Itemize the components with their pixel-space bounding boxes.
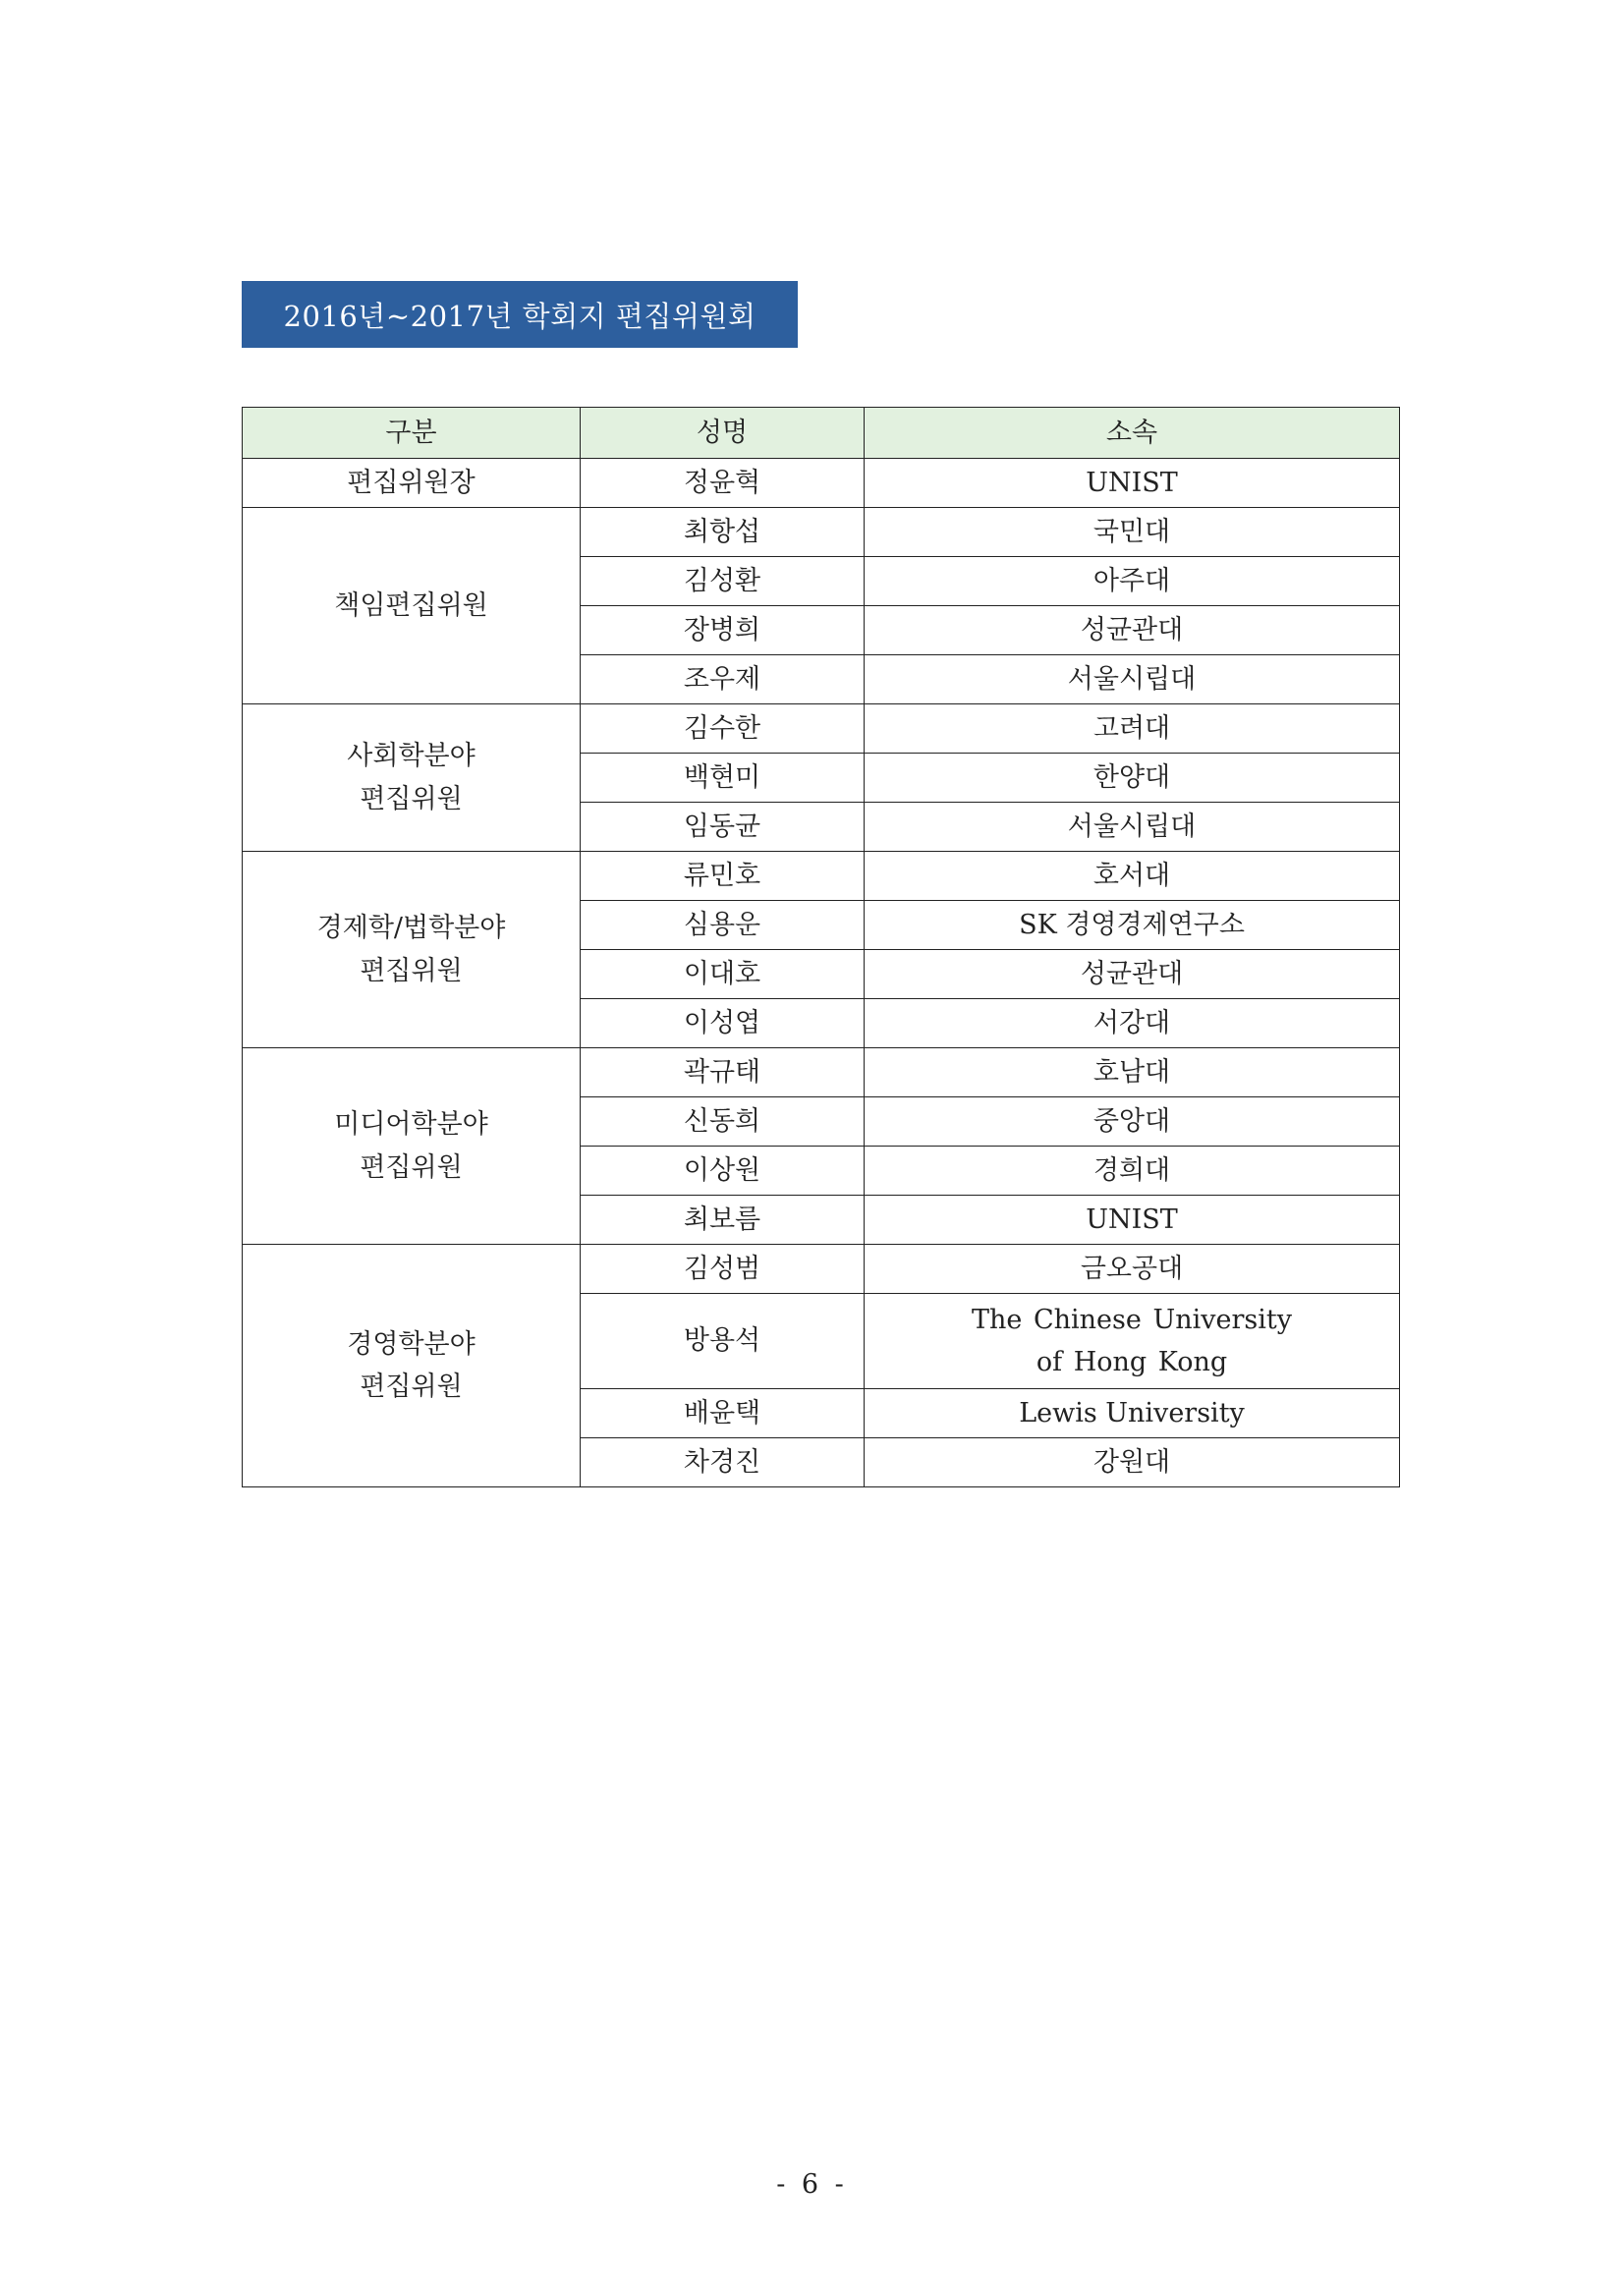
member-affiliation: 경희대 <box>865 1147 1400 1196</box>
member-affiliation: 국민대 <box>865 508 1400 557</box>
member-name: 최항섭 <box>581 508 865 557</box>
role-cell: 편집위원장 <box>243 459 581 508</box>
member-name: 최보름 <box>581 1196 865 1245</box>
member-name: 심용운 <box>581 901 865 950</box>
member-affiliation: UNIST <box>865 459 1400 508</box>
editorial-committee-table <box>242 407 1400 1487</box>
role-cell: 사회학분야 편집위원 <box>243 704 581 852</box>
member-name: 김성환 <box>581 557 865 606</box>
table-row <box>243 459 1400 508</box>
role-cell: 책임편집위원 <box>243 508 581 704</box>
role-cell: 경영학분야 편집위원 <box>243 1245 581 1487</box>
member-name: 신동희 <box>581 1097 865 1147</box>
member-affiliation: 중앙대 <box>865 1097 1400 1147</box>
table-row <box>243 1048 1400 1097</box>
member-affiliation: 호남대 <box>865 1048 1400 1097</box>
table-row <box>243 1245 1400 1294</box>
member-affiliation: 한양대 <box>865 754 1400 803</box>
member-name: 이대호 <box>581 950 865 999</box>
member-affiliation: SK 경영경제연구소 <box>865 901 1400 950</box>
member-name: 정윤혁 <box>581 459 865 508</box>
member-name: 임동균 <box>581 803 865 852</box>
member-affiliation: 서울시립대 <box>865 803 1400 852</box>
member-affiliation: 아주대 <box>865 557 1400 606</box>
member-name: 김수한 <box>581 704 865 754</box>
table-row <box>243 508 1400 557</box>
member-affiliation: 서울시립대 <box>865 655 1400 704</box>
member-affiliation: 서강대 <box>865 999 1400 1048</box>
page-number: - 6 - <box>776 2169 848 2200</box>
member-name: 류민호 <box>581 852 865 901</box>
role-cell: 미디어학분야 편집위원 <box>243 1048 581 1245</box>
member-name: 장병희 <box>581 606 865 655</box>
table-row <box>243 704 1400 754</box>
member-affiliation: 성균관대 <box>865 606 1400 655</box>
role-cell: 경제학/법학분야 편집위원 <box>243 852 581 1048</box>
member-name: 조우제 <box>581 655 865 704</box>
member-name: 차경진 <box>581 1438 865 1487</box>
header-name: 성명 <box>581 408 865 459</box>
member-name: 이상원 <box>581 1147 865 1196</box>
member-name: 배윤택 <box>581 1389 865 1438</box>
section-title: 2016년~2017년 학회지 편집위원회 <box>242 281 798 348</box>
member-affiliation: 성균관대 <box>865 950 1400 999</box>
member-affiliation: Lewis University <box>865 1389 1400 1438</box>
member-name: 김성범 <box>581 1245 865 1294</box>
member-affiliation: The Chinese University of Hong Kong <box>865 1294 1400 1389</box>
member-affiliation: 강원대 <box>865 1438 1400 1487</box>
header-affiliation: 소속 <box>865 408 1400 459</box>
member-affiliation: 고려대 <box>865 704 1400 754</box>
table-row <box>243 852 1400 901</box>
member-affiliation: 금오공대 <box>865 1245 1400 1294</box>
table-header-row <box>243 408 1400 459</box>
member-name: 방용석 <box>581 1294 865 1389</box>
member-name: 곽규태 <box>581 1048 865 1097</box>
member-name: 이성엽 <box>581 999 865 1048</box>
member-affiliation: UNIST <box>865 1196 1400 1245</box>
member-name: 백현미 <box>581 754 865 803</box>
member-affiliation: 호서대 <box>865 852 1400 901</box>
header-category: 구분 <box>243 408 581 459</box>
